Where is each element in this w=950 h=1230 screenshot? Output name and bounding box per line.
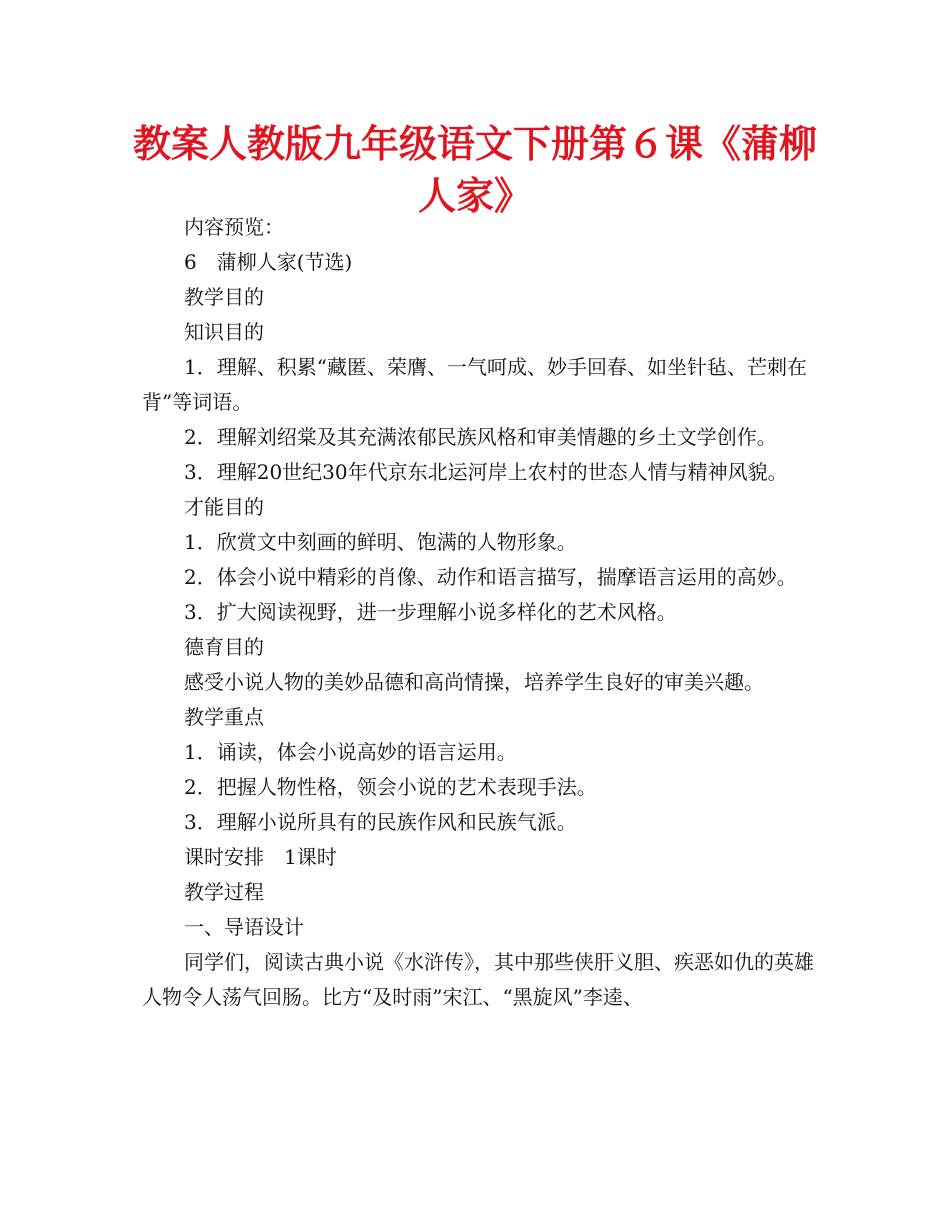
paragraph: 内容预览： [184,215,284,239]
paragraph: 3．理解小说所具有的民族作风和民族气派。 [184,810,577,834]
section-heading: 教学重点 [184,705,264,729]
section-heading: 教学过程 [184,880,264,904]
paragraph: 3．扩大阅读视野，进一步理解小说多样化的艺术风格。 [184,600,677,624]
paragraph: 2．体会小说中精彩的肖像、动作和语言描写，揣摩语言运用的高妙。 [184,565,797,589]
section-heading: 教学目的 [184,285,264,309]
section-heading: 才能目的 [184,495,264,519]
paragraph: 1．欣赏文中刻画的鲜明、饱满的人物形象。 [184,530,577,554]
section-heading: 一、导语设计 [184,915,304,939]
paragraph: 1．诵读，体会小说高妙的语言运用。 [184,740,517,764]
section-heading: 德育目的 [184,635,264,659]
paragraph: 3．理解20世纪30年代京东北运河岸上农村的世态人情与精神风貌。 [184,460,788,484]
paragraph: 同学们，阅读古典小说《水浒传》，其中那些侠肝义胆、疾恶如仇的英雄人物令人荡气回肠。比方“及时雨”宋江、“黑旋风”李逵、 [142,950,814,1009]
title-line-2: 人家》 [417,174,532,218]
document-body [142,210,822,1015]
paragraph: 课时安排 1课时 [184,845,337,869]
paragraph: 2．把握人物性格，领会小说的艺术表现手法。 [184,775,597,799]
document-title [100,118,850,222]
paragraph: 6 蒲柳人家(节选) [184,250,353,274]
paragraph: 1．理解、积累“藏匿、荣膺、一气呵成、妙手回春、如坐针毡、芒刺在背”等词语。 [142,355,807,414]
section-heading: 知识目的 [184,320,264,344]
paragraph: 2．理解刘绍棠及其充满浓郁民族风格和审美情趣的乡土文学创作。 [184,425,777,449]
paragraph: 感受小说人物的美妙品德和高尚情操，培养学生良好的审美兴趣。 [184,670,764,694]
title-line-1: 教案人教版九年级语文下册第６课《蒲柳 [132,122,817,166]
